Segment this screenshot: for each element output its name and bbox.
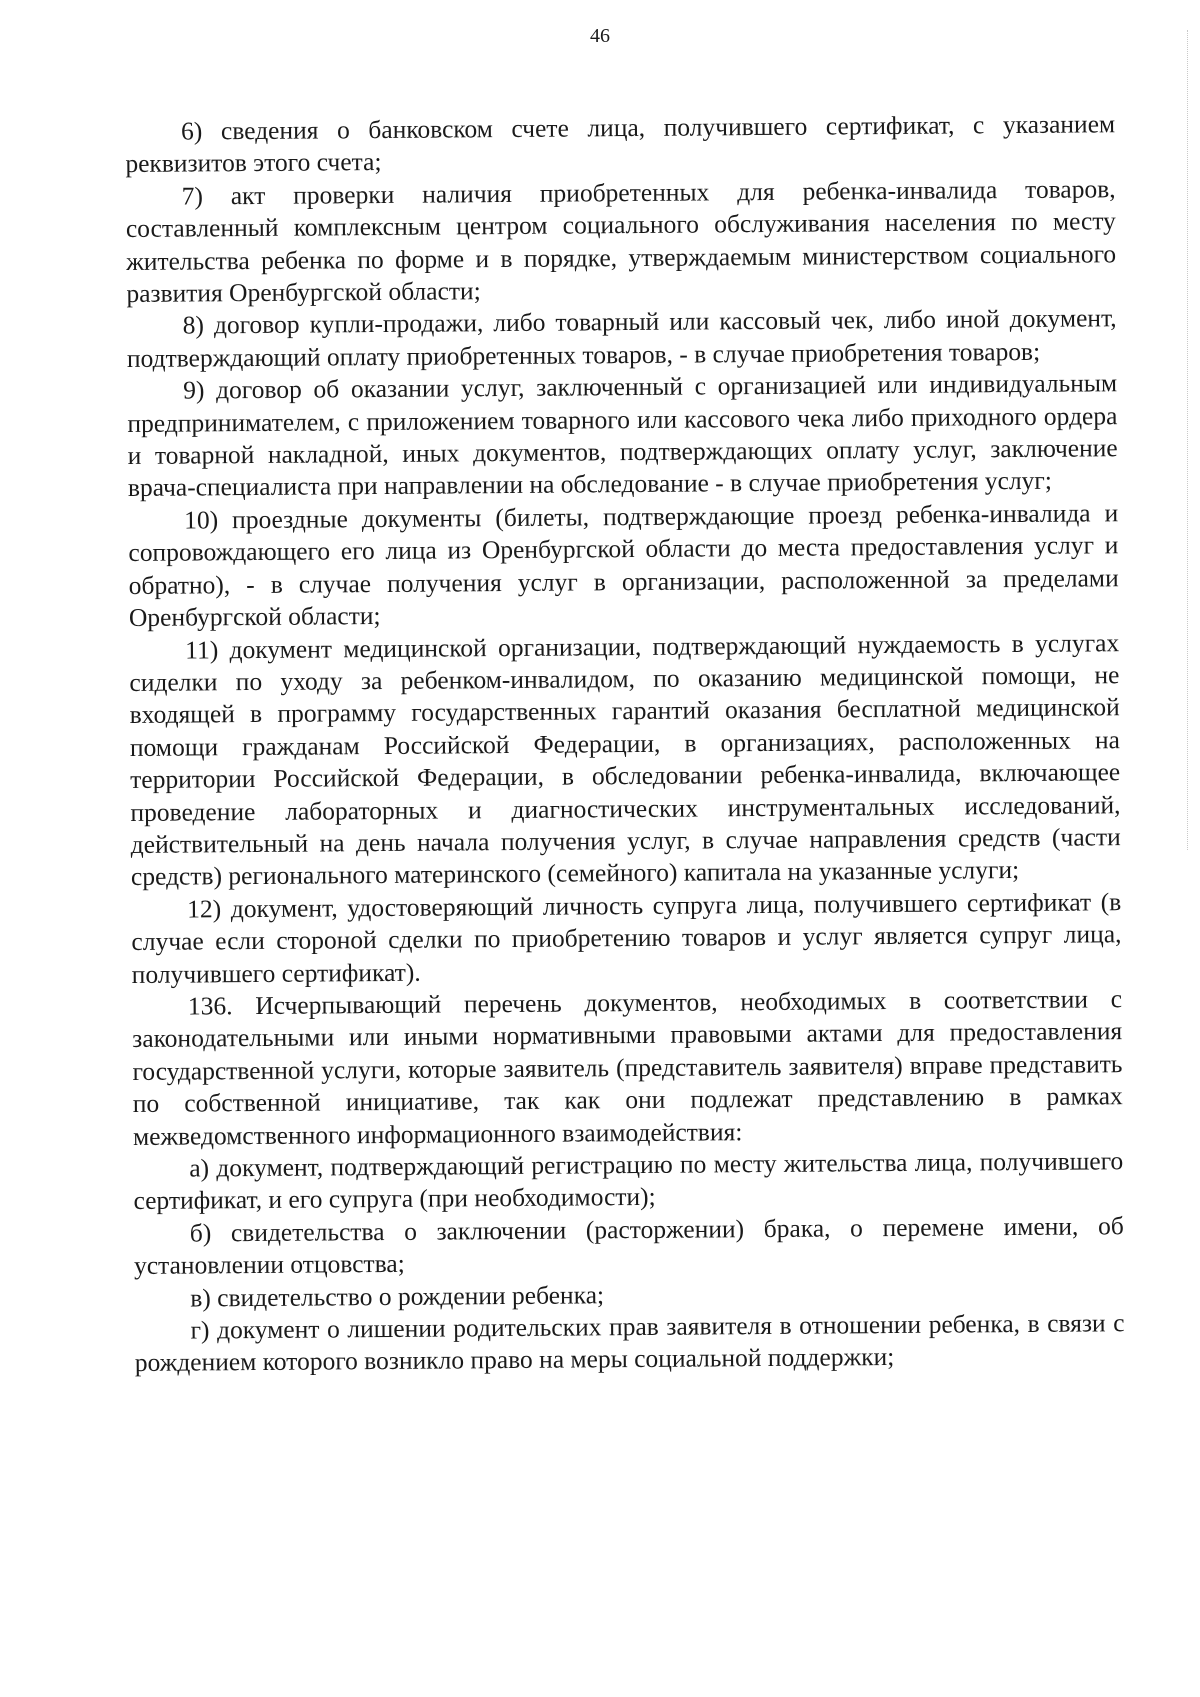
paragraph-item-6: 6) сведения о банковском счете лица, получившего сертификат, с указанием реквизитов этого счета; xyxy=(125,109,1116,179)
scan-edge-artifact xyxy=(1185,30,1188,850)
paragraph-subitem-a: а) документ, подтверждающий регистрацию по месту жительства лица, получившего сертификат, и его супруга (при необходимости); xyxy=(133,1146,1124,1216)
paragraph-item-8: 8) договор купли-продажи, либо товарный или кассовый чек, либо иной документ, подтверждающий оплату приобретенных товаров, - в случае приобретения товаров; xyxy=(126,303,1117,373)
page-number: 46 xyxy=(590,25,610,47)
paragraph-clause-136: 136. Исчерпывающий перечень документов, необходимых в соответствии с законодательными или иными нормативными правовыми актами для предоставления государственной услуги, которые заявитель (представитель заявителя) вправе представить по собственной инициативе, так как они подлежат представлению в рамках межведомственного информационного взаимодействия: xyxy=(132,984,1123,1151)
paragraph-subitem-b: б) свидетельства о заключении (расторжении) брака, о перемене имени, об установлении отцовства; xyxy=(133,1211,1124,1281)
paragraph-subitem-g: г) документ о лишении родительских прав заявителя в отношении ребенка, в связи с рождением которого возникло право на меры социальной поддержки; xyxy=(134,1308,1125,1378)
paragraph-item-9: 9) договор об оказании услуг, заключенный с организацией или индивидуальным предпринимателем, с приложением товарного или кассового чека либо приходного ордера и товарной накладной, иных документов, подтверждающих оплату услуг, заключение врача-специалиста при направлении на обследование - в случае приобретения услуг; xyxy=(127,368,1118,503)
paragraph-item-11: 11) документ медицинской организации, подтверждающий нуждаемость в услугах сиделки по уходу за ребенком-инвалидом, по оказанию медицинской помощи, не входящей в программу государственных гарантий оказания бесплатной медицинской помощи гражданам Российской Федерации, в организациях, расположенных на территории Российской Федерации, в обследовании ребенка-инвалида, включающее проведение лабораторных и диагностических инструментальных исследований, действительный на день начала получения услуг, в случае направления средств (части средств) регионального материнского (семейного) капитала на указанные услуги; xyxy=(129,627,1121,892)
paragraph-item-12: 12) документ, удостоверяющий личность супруга лица, получившего сертификат (в случае если стороной сделки по приобретению товаров и услуг является супруг лица, получившего сертификат). xyxy=(131,886,1122,989)
paragraph-item-7: 7) акт проверки наличия приобретенных для ребенка-инвалида товаров, составленный комплексным центром социального обслуживания населения по месту жительства ребенка по форме и в порядке, утверждаемым министерством социального развития Оренбургской области; xyxy=(125,174,1117,309)
paragraph-item-10: 10) проездные документы (билеты, подтверждающие проезд ребенка-инвалида и сопровождающего его лица из Оренбургской области до места предоставления услуг и обратно), - в случае получения услуг в организации, расположенной за пределами Оренбургской области; xyxy=(128,498,1119,633)
paragraph-subitem-v: в) свидетельство о рождении ребенка; xyxy=(190,1279,605,1313)
document-body xyxy=(125,108,1125,1380)
